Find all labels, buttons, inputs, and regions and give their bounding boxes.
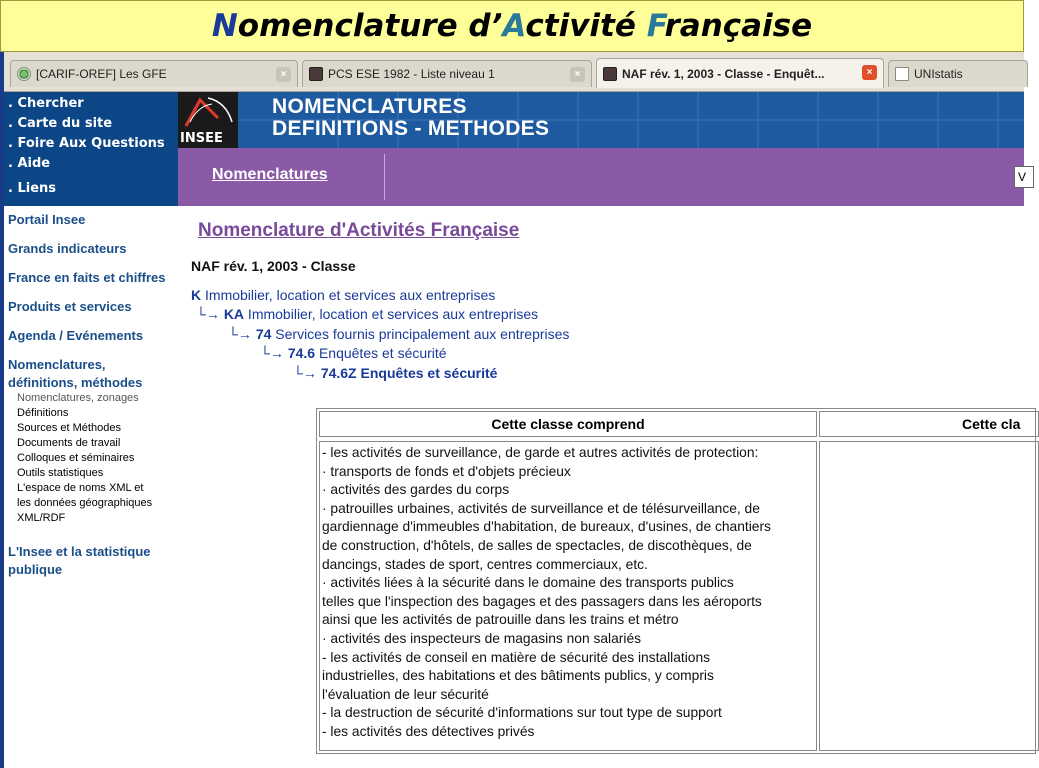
submenu-definitions[interactable]: Définitions xyxy=(17,407,69,419)
table-header-comprend: Cette classe comprend xyxy=(319,411,817,437)
submenu-nomenclatures-zonages[interactable]: Nomenclatures, zonages xyxy=(17,392,139,404)
title-part-1: omenclature d’ xyxy=(237,8,503,44)
table-text-line: · activités des inspecteurs de magasins non salariés xyxy=(322,630,642,646)
table-text-line: dancings, stades de sport, centres commerciaux, etc. xyxy=(322,556,648,572)
tree-level-74 xyxy=(228,326,569,342)
header-title-line-2: DEFINITIONS - METHODES xyxy=(272,117,550,140)
nav-separator xyxy=(384,154,385,200)
table-text-line: telles que l'inspection des bagages et des passagers dans les aéroports xyxy=(322,593,762,609)
nav-faq-link[interactable]: . Foire Aux Questions xyxy=(8,136,165,151)
tree-code[interactable]: 74 xyxy=(255,326,272,342)
table-cell-other xyxy=(819,441,1039,751)
tab-naf-active[interactable] xyxy=(596,58,884,88)
site-header-banner xyxy=(238,92,1024,148)
menu-portail-insee[interactable]: Portail Insee xyxy=(8,212,86,227)
title-initial-a: A xyxy=(502,8,526,44)
header-title xyxy=(272,96,549,140)
title-part-3: rançaise xyxy=(664,8,813,44)
nav-liens-link[interactable]: . Liens xyxy=(8,181,57,196)
close-tab-icon[interactable]: × xyxy=(570,67,585,82)
page-title: Nomenclature d'Activités Française xyxy=(198,220,520,241)
insee-favicon xyxy=(603,67,617,81)
nav-carte-du-site-link[interactable]: . Carte du site xyxy=(8,116,113,131)
tree-label[interactable]: Services fournis principalement aux entreprises xyxy=(271,326,570,342)
close-tab-icon[interactable]: × xyxy=(862,65,877,80)
table-text-line: de construction, d'hôtels, de salles de spectacles, de discothèques, de xyxy=(322,537,752,553)
logo-swoosh-icon xyxy=(178,92,238,132)
tree-label[interactable]: Enquêtes et sécurité xyxy=(315,345,447,361)
table-header-other: Cette cla xyxy=(819,411,1039,437)
insee-favicon xyxy=(309,67,323,81)
tree-level-k xyxy=(191,287,495,303)
tab-carif-oref[interactable] xyxy=(10,60,298,87)
menu-grands-indicateurs[interactable]: Grands indicateurs xyxy=(8,241,127,256)
menu-nomenclatures[interactable]: Nomenclatures, xyxy=(8,357,106,372)
tree-code[interactable]: K xyxy=(191,287,202,303)
table-text-line: ainsi que les activités de patrouille dans les trains et métro xyxy=(322,612,679,628)
table-text-line: - les activités de conseil en matière de sécurité des installations xyxy=(322,649,711,665)
submenu-sources-methodes[interactable]: Sources et Méthodes xyxy=(17,422,121,434)
hook-arrow-icon: └→ xyxy=(293,365,321,381)
table-text-line: · activités liées à la sécurité dans le domaine des transports publics xyxy=(322,575,734,591)
browser-screenshot xyxy=(0,52,1027,768)
title-initial-n: N xyxy=(211,8,238,44)
menu-agenda[interactable]: Agenda / Evénements xyxy=(8,328,144,343)
table-text-line: · patrouilles urbaines, activités de surveillance et de télésurveillance, de xyxy=(322,500,760,516)
title-initial-f: F xyxy=(646,8,665,44)
table-text-line: gardiennage d'immeubles d'habitation, de bureaux, d'usines, de chantiers xyxy=(322,519,771,535)
menu-france-en-faits[interactable]: France en faits et chiffres xyxy=(8,270,166,285)
table-cell-comprend xyxy=(319,441,817,751)
main-content xyxy=(178,206,1024,768)
globe-icon xyxy=(17,67,31,81)
tree-label[interactable]: Immobilier, location et services aux entreprises xyxy=(244,306,539,322)
nav-chercher-link[interactable]: . Chercher xyxy=(8,96,84,111)
tree-level-74-6 xyxy=(260,345,447,361)
submenu-xml-rdf[interactable]: XML/RDF xyxy=(17,512,66,524)
class-table xyxy=(316,408,1036,754)
tab-label: UNIstatis xyxy=(914,67,963,81)
title-part-2: ctivité xyxy=(525,8,647,44)
hook-arrow-icon: └→ xyxy=(260,345,288,361)
table-text-line: - les activités des détectives privés xyxy=(322,723,535,739)
tree-label[interactable]: Immobilier, location et services aux entreprises xyxy=(201,287,496,303)
tree-label-current: Enquêtes et sécurité xyxy=(356,365,498,381)
nomenclatures-link[interactable]: Nomenclatures xyxy=(212,166,328,183)
table-text-line: · activités des gardes du corps xyxy=(322,482,510,498)
menu-nomenclatures-line-2[interactable]: définitions, méthodes xyxy=(8,375,143,390)
table-text-line: · transports de fonds et d'objets précieux xyxy=(322,463,571,479)
table-text-line: - les activités de surveillance, de garde et autres activités de protection: xyxy=(322,445,759,460)
table-text-line: l'évaluation de leur sécurité xyxy=(322,686,489,702)
tree-code[interactable]: 74.6 xyxy=(287,345,316,361)
section-nav-bar xyxy=(178,148,1027,206)
submenu-outils-statistiques[interactable]: Outils statistiques xyxy=(17,467,104,479)
menu-insee-statistique-line-2[interactable]: publique xyxy=(8,562,63,577)
submenu-documents-travail[interactable]: Documents de travail xyxy=(17,437,121,449)
tree-code[interactable]: KA xyxy=(223,306,245,322)
close-tab-icon[interactable]: × xyxy=(276,67,291,82)
table-text-line: industrielles, des habitations et des bâtiments publics, y compris xyxy=(322,668,714,684)
insee-logo[interactable] xyxy=(178,92,238,148)
nav-aide-link[interactable]: . Aide xyxy=(8,156,51,171)
slide-title-banner xyxy=(0,0,1024,52)
page-icon xyxy=(895,67,909,81)
left-menu xyxy=(4,206,178,768)
tree-level-ka xyxy=(196,306,538,322)
hook-arrow-icon: └→ xyxy=(228,326,256,342)
tab-label: [CARIF-OREF] Les GFE xyxy=(36,67,167,81)
header-title-line-1: NOMENCLATURES xyxy=(272,95,467,118)
menu-produits-services[interactable]: Produits et services xyxy=(8,299,132,314)
select-box[interactable]: V xyxy=(1014,166,1034,188)
site-nav-panel xyxy=(4,92,178,206)
submenu-colloques[interactable]: Colloques et séminaires xyxy=(17,452,135,464)
submenu-donnees-geographiques[interactable]: les données géographiques xyxy=(17,497,153,509)
tab-unistatis[interactable] xyxy=(888,60,1028,87)
browser-tab-bar xyxy=(4,52,1024,92)
table-text-line: - la destruction de sécurité d'informations sur tout type de support xyxy=(322,705,722,721)
tree-level-74-6z xyxy=(293,365,497,381)
insee-logo-text: INSEE xyxy=(180,131,223,146)
submenu-espace-xml[interactable]: L'espace de noms XML et xyxy=(17,482,144,494)
hook-arrow-icon: └→ xyxy=(196,306,224,322)
classe-comprend-text xyxy=(322,444,818,742)
tab-label: PCS ESE 1982 - Liste niveau 1 xyxy=(328,67,495,81)
tab-pcs-ese[interactable] xyxy=(302,60,592,87)
menu-insee-statistique[interactable]: L'Insee et la statistique xyxy=(8,544,151,559)
tab-label: NAF rév. 1, 2003 - Classe - Enquêt... xyxy=(622,66,825,81)
slide-title xyxy=(212,8,812,44)
tree-code: 74.6Z xyxy=(320,365,357,381)
naf-subtitle: NAF rév. 1, 2003 - Classe xyxy=(191,258,356,274)
